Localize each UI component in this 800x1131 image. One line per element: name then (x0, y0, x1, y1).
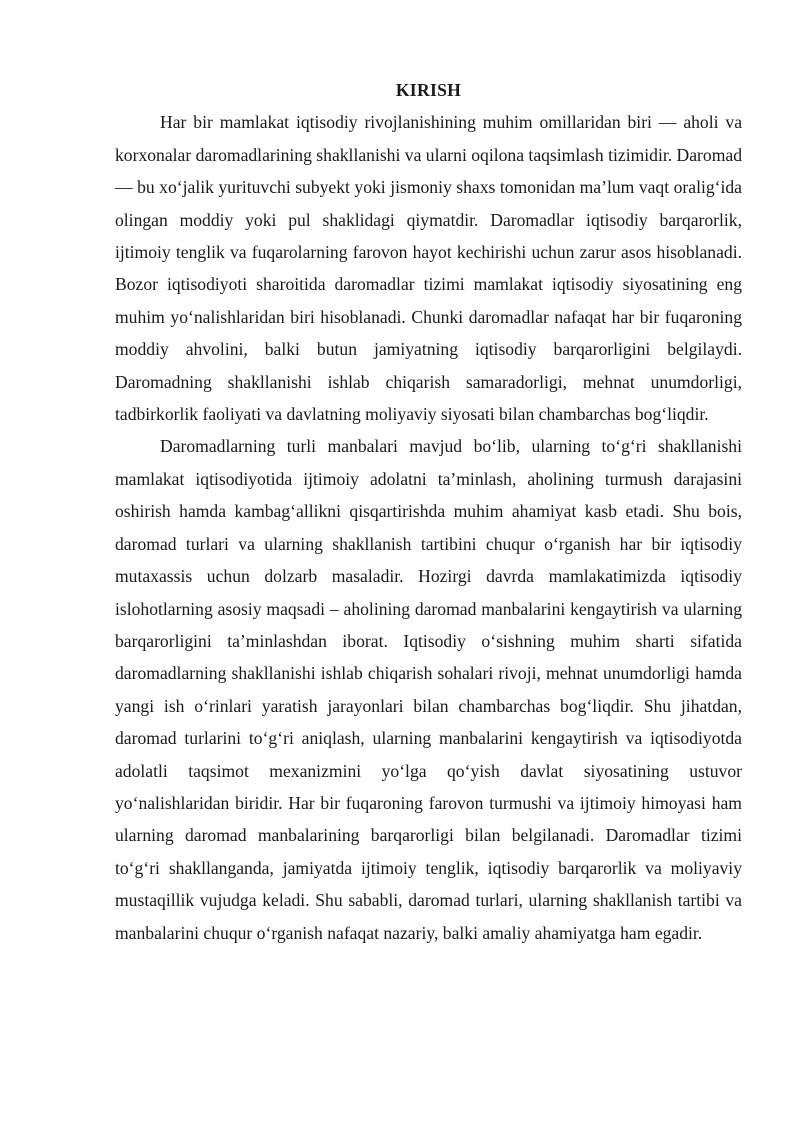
page-title: KIRISH (395, 80, 462, 100)
document-page (115, 74, 742, 949)
paragraph-intro: Har bir mamlakat iqtisodiy rivojlanishining muhim omillaridan biri — aholi va korxonalar daromadlarining shakllanishi va ularni oqilona taqsimlash tizimidir. Daromad — bu xo‘jalik yurituvchi subyekt yoki jismoniy shaxs tomonidan ma’lum vaqt oralig‘ida olingan moddiy yoki pul shaklidagi qiymatdir. Daromadlar iqtisodiy barqarorlik, ijtimoiy tenglik va fuqarolarning farovon hayot kechirishi uchun zarur asos hisoblanadi. Bozor iqtisodiyoti sharoitida daromadlar tizimi mamlakat iqtisodiy siyosatining eng muhim yo‘nalishlaridan biri hisoblanadi. Chunki daromadlar nafaqat har bir fuqaroning moddiy ahvolini, balki butun jamiyatning iqtisodiy barqarorligini belgilaydi. Daromadning shakllanishi ishlab chiqarish samaradorligi, mehnat unumdorligi, tadbirkorlik faoliyati va davlatning moliyaviy siyosati bilan chambarchas bog‘liqdir. (115, 112, 742, 425)
paragraph-income-sources: Daromadlarning turli manbalari mavjud bo‘lib, ularning to‘g‘ri shakllanishi mamlakat iqtisodiyotida ijtimoiy adolatni ta’minlash, aholining turmush darajasini oshirish hamda kambag‘allikni qisqartirishda muhim ahamiyat kasb etadi. Shu bois, daromad turlari va ularning shakllanish tartibini chuqur o‘rganish har bir iqtisodiy mutaxassis uchun dolzarb masaladir. Hozirgi davrda mamlakatimizda iqtisodiy islohotlarning asosiy maqsadi – aholining daromad manbalarini kengaytirish va ularning barqarorligini ta’minlashdan iborat. Iqtisodiy o‘sishning muhim sharti sifatida daromadlarning shakllanishi ishlab chiqarish sohalari rivoji, mehnat unumdorligi hamda yangi ish o‘rinlari yaratish jarayonlari bilan chambarchas bog‘liqdir. Shu jihatdan, daromad turlarini to‘g‘ri aniqlash, ularning manbalarini kengaytirish va iqtisodiyotda adolatli taqsimot mexanizmini yo‘lga qo‘yish davlat siyosatining ustuvor yo‘nalishlaridan biridir. Har bir fuqaroning farovon turmushi va ijtimoiy himoyasi ham ularning daromad manbalarining barqarorligi bilan belgilanadi. Daromadlar tizimi to‘g‘ri shakllanganda, jamiyatda ijtimoiy tenglik, iqtisodiy barqarorlik va moliyaviy mustaqillik vujudga keladi. Shu sababli, daromad turlari, ularning shakllanish tartibi va manbalarini chuqur o‘rganish nafaqat nazariy, balki amaliy ahamiyatga ham egadir. (115, 436, 742, 943)
